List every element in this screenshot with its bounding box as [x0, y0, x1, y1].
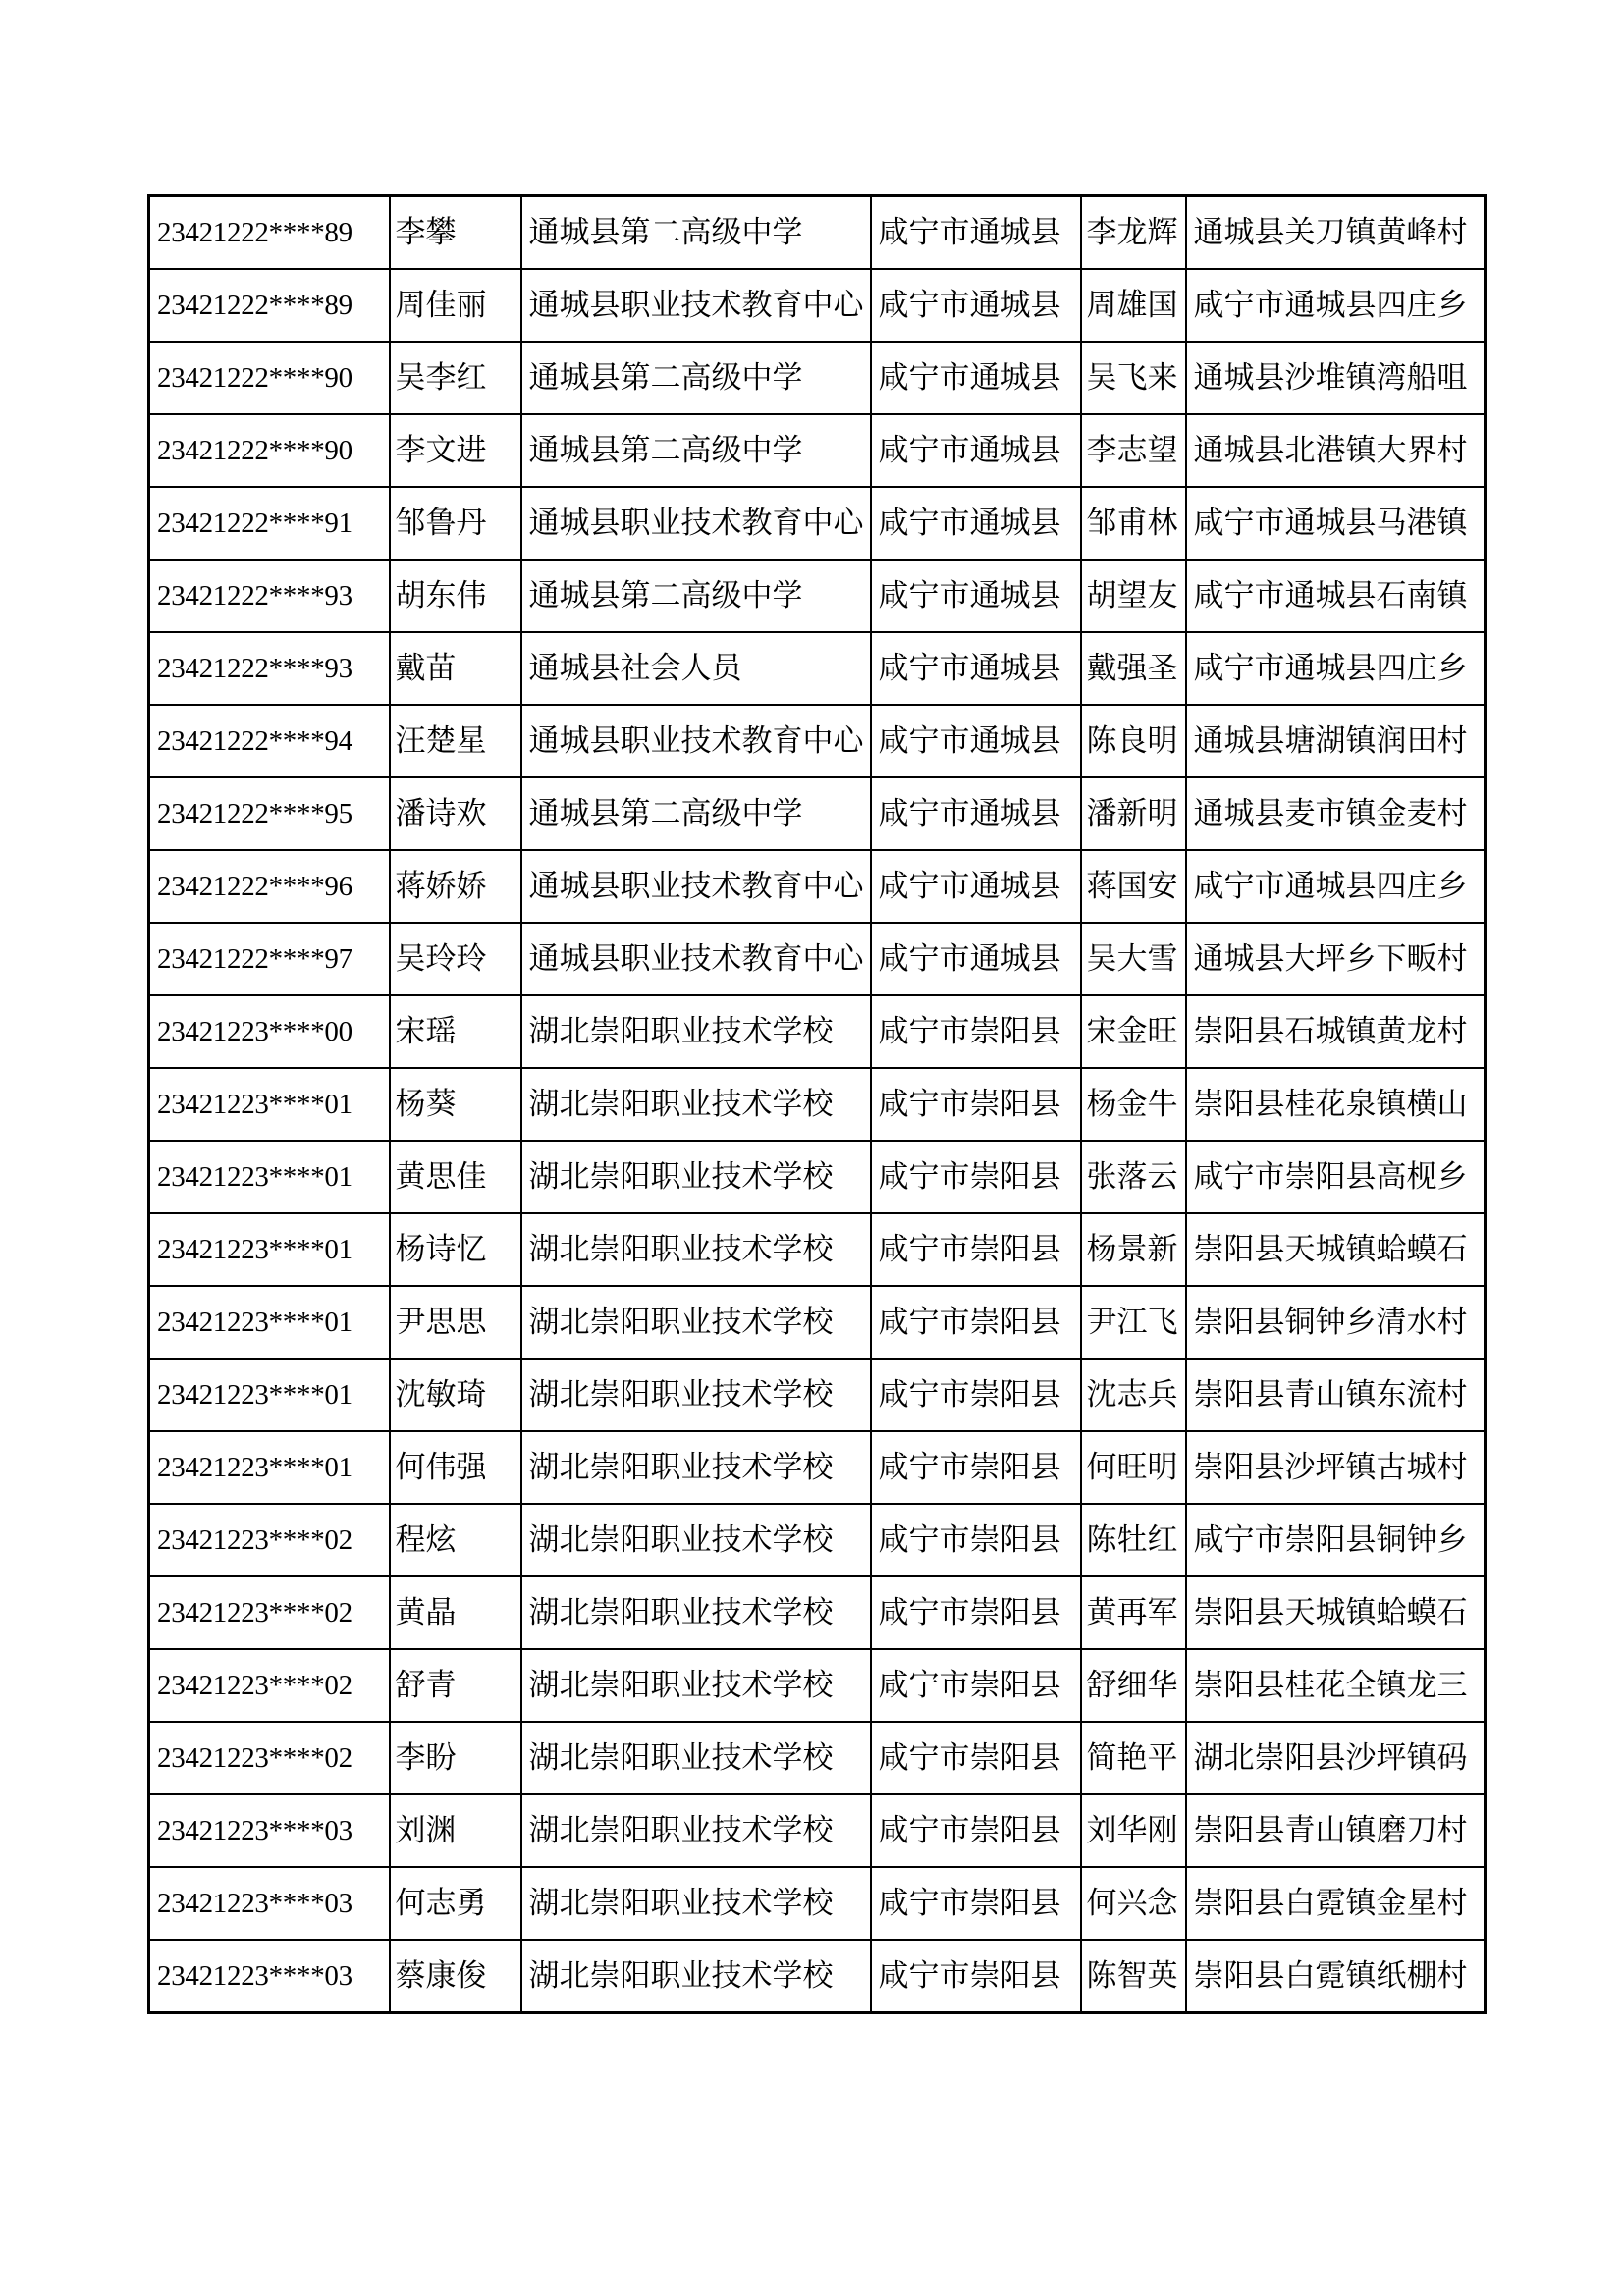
address-cell: 咸宁市崇阳县高枧乡	[1186, 1141, 1486, 1213]
guardian-name-cell: 戴强圣	[1081, 632, 1186, 705]
student-name-cell: 潘诗欢	[390, 777, 521, 850]
address-cell: 咸宁市通城县石南镇	[1186, 560, 1486, 632]
table-row	[149, 560, 1486, 632]
guardian-name-cell: 简艳平	[1081, 1722, 1186, 1794]
region-cell: 咸宁市崇阳县	[871, 995, 1081, 1068]
address-cell: 通城县塘湖镇润田村	[1186, 705, 1486, 777]
region-cell: 咸宁市通城县	[871, 196, 1081, 270]
table-row	[149, 923, 1486, 995]
table-row	[149, 414, 1486, 487]
school-cell: 湖北崇阳职业技术学校	[521, 1068, 871, 1141]
region-cell: 咸宁市崇阳县	[871, 1867, 1081, 1940]
guardian-name-cell: 何兴念	[1081, 1867, 1186, 1940]
table-row	[149, 1649, 1486, 1722]
student-name-cell: 吴李红	[390, 342, 521, 414]
school-cell: 通城县职业技术教育中心	[521, 923, 871, 995]
guardian-name-cell: 邹甫林	[1081, 487, 1186, 560]
table-row	[149, 1431, 1486, 1504]
address-cell: 咸宁市通城县四庄乡	[1186, 269, 1486, 342]
guardian-name-cell: 周雄国	[1081, 269, 1186, 342]
region-cell: 咸宁市通城县	[871, 632, 1081, 705]
student-name-cell: 戴苗	[390, 632, 521, 705]
student-name-cell: 蒋娇娇	[390, 850, 521, 923]
school-cell: 湖北崇阳职业技术学校	[521, 1722, 871, 1794]
school-cell: 湖北崇阳职业技术学校	[521, 1431, 871, 1504]
region-cell: 咸宁市崇阳县	[871, 1213, 1081, 1286]
address-cell: 通城县关刀镇黄峰村	[1186, 196, 1486, 270]
school-cell: 通城县职业技术教育中心	[521, 705, 871, 777]
guardian-name-cell: 李志望	[1081, 414, 1186, 487]
student-name-cell: 黄思佳	[390, 1141, 521, 1213]
address-cell: 崇阳县白霓镇纸棚村	[1186, 1940, 1486, 2013]
address-cell: 崇阳县沙坪镇古城村	[1186, 1431, 1486, 1504]
table-row	[149, 1722, 1486, 1794]
table-body	[149, 196, 1486, 2013]
guardian-name-cell: 陈牡红	[1081, 1504, 1186, 1576]
guardian-name-cell: 吴飞来	[1081, 342, 1186, 414]
region-cell: 咸宁市通城县	[871, 923, 1081, 995]
address-cell: 通城县沙堆镇湾船咀	[1186, 342, 1486, 414]
id-cell: 23421223****03	[149, 1867, 390, 1940]
student-name-cell: 杨葵	[390, 1068, 521, 1141]
table-row	[149, 632, 1486, 705]
table-row	[149, 1504, 1486, 1576]
id-cell: 23421223****03	[149, 1940, 390, 2013]
table-row	[149, 1867, 1486, 1940]
student-name-cell: 舒青	[390, 1649, 521, 1722]
address-cell: 咸宁市通城县四庄乡	[1186, 850, 1486, 923]
student-name-cell: 尹思思	[390, 1286, 521, 1359]
school-cell: 通城县第二高级中学	[521, 560, 871, 632]
region-cell: 咸宁市崇阳县	[871, 1431, 1081, 1504]
id-cell: 23421222****95	[149, 777, 390, 850]
student-name-cell: 邹鲁丹	[390, 487, 521, 560]
school-cell: 湖北崇阳职业技术学校	[521, 1286, 871, 1359]
school-cell: 湖北崇阳职业技术学校	[521, 1794, 871, 1867]
student-name-cell: 汪楚星	[390, 705, 521, 777]
region-cell: 咸宁市崇阳县	[871, 1068, 1081, 1141]
guardian-name-cell: 胡望友	[1081, 560, 1186, 632]
region-cell: 咸宁市崇阳县	[871, 1141, 1081, 1213]
id-cell: 23421222****89	[149, 196, 390, 270]
student-name-cell: 胡东伟	[390, 560, 521, 632]
student-name-cell: 宋瑶	[390, 995, 521, 1068]
id-cell: 23421223****01	[149, 1359, 390, 1431]
address-cell: 崇阳县桂花泉镇横山	[1186, 1068, 1486, 1141]
guardian-name-cell: 张落云	[1081, 1141, 1186, 1213]
id-cell: 23421222****91	[149, 487, 390, 560]
region-cell: 咸宁市通城县	[871, 414, 1081, 487]
address-cell: 通城县北港镇大界村	[1186, 414, 1486, 487]
school-cell: 湖北崇阳职业技术学校	[521, 1359, 871, 1431]
school-cell: 通城县第二高级中学	[521, 777, 871, 850]
school-cell: 通城县第二高级中学	[521, 196, 871, 270]
id-cell: 23421222****97	[149, 923, 390, 995]
region-cell: 咸宁市崇阳县	[871, 1722, 1081, 1794]
table-row	[149, 342, 1486, 414]
student-name-cell: 周佳丽	[390, 269, 521, 342]
id-cell: 23421223****02	[149, 1504, 390, 1576]
address-cell: 崇阳县青山镇磨刀村	[1186, 1794, 1486, 1867]
table-row	[149, 1286, 1486, 1359]
region-cell: 咸宁市通城县	[871, 850, 1081, 923]
address-cell: 崇阳县天城镇蛤蟆石	[1186, 1213, 1486, 1286]
table-row	[149, 705, 1486, 777]
address-cell: 崇阳县青山镇东流村	[1186, 1359, 1486, 1431]
address-cell: 崇阳县铜钟乡清水村	[1186, 1286, 1486, 1359]
region-cell: 咸宁市崇阳县	[871, 1794, 1081, 1867]
guardian-name-cell: 舒细华	[1081, 1649, 1186, 1722]
region-cell: 咸宁市崇阳县	[871, 1286, 1081, 1359]
region-cell: 咸宁市崇阳县	[871, 1504, 1081, 1576]
address-cell: 通城县麦市镇金麦村	[1186, 777, 1486, 850]
address-cell: 通城县大坪乡下畈村	[1186, 923, 1486, 995]
table-row	[149, 995, 1486, 1068]
address-cell: 咸宁市崇阳县铜钟乡	[1186, 1504, 1486, 1576]
school-cell: 湖北崇阳职业技术学校	[521, 1213, 871, 1286]
school-cell: 湖北崇阳职业技术学校	[521, 1649, 871, 1722]
id-cell: 23421222****89	[149, 269, 390, 342]
guardian-name-cell: 陈良明	[1081, 705, 1186, 777]
id-cell: 23421223****00	[149, 995, 390, 1068]
student-name-cell: 程炫	[390, 1504, 521, 1576]
table-row	[149, 1359, 1486, 1431]
guardian-name-cell: 宋金旺	[1081, 995, 1186, 1068]
id-cell: 23421222****90	[149, 414, 390, 487]
id-cell: 23421223****01	[149, 1068, 390, 1141]
id-cell: 23421222****93	[149, 560, 390, 632]
student-name-cell: 沈敏琦	[390, 1359, 521, 1431]
school-cell: 通城县职业技术教育中心	[521, 487, 871, 560]
table-row	[149, 1213, 1486, 1286]
guardian-name-cell: 潘新明	[1081, 777, 1186, 850]
guardian-name-cell: 尹江飞	[1081, 1286, 1186, 1359]
student-name-cell: 李文进	[390, 414, 521, 487]
guardian-name-cell: 陈智英	[1081, 1940, 1186, 2013]
student-name-cell: 蔡康俊	[390, 1940, 521, 2013]
region-cell: 咸宁市通城县	[871, 342, 1081, 414]
region-cell: 咸宁市通城县	[871, 487, 1081, 560]
school-cell: 湖北崇阳职业技术学校	[521, 1867, 871, 1940]
table-row	[149, 850, 1486, 923]
address-cell: 崇阳县桂花全镇龙三	[1186, 1649, 1486, 1722]
id-cell: 23421223****01	[149, 1213, 390, 1286]
id-cell: 23421223****02	[149, 1576, 390, 1649]
address-cell: 崇阳县白霓镇金星村	[1186, 1867, 1486, 1940]
student-name-cell: 黄晶	[390, 1576, 521, 1649]
student-name-cell: 李盼	[390, 1722, 521, 1794]
address-cell: 崇阳县石城镇黄龙村	[1186, 995, 1486, 1068]
student-name-cell: 吴玲玲	[390, 923, 521, 995]
table-row	[149, 1940, 1486, 2013]
student-name-cell: 何志勇	[390, 1867, 521, 1940]
region-cell: 咸宁市通城县	[871, 705, 1081, 777]
student-name-cell: 刘渊	[390, 1794, 521, 1867]
table-row	[149, 269, 1486, 342]
region-cell: 咸宁市崇阳县	[871, 1359, 1081, 1431]
id-cell: 23421223****02	[149, 1649, 390, 1722]
student-roster-table	[147, 194, 1487, 2014]
guardian-name-cell: 杨金牛	[1081, 1068, 1186, 1141]
id-cell: 23421223****01	[149, 1141, 390, 1213]
table-row	[149, 196, 1486, 270]
region-cell: 咸宁市崇阳县	[871, 1649, 1081, 1722]
id-cell: 23421222****96	[149, 850, 390, 923]
region-cell: 咸宁市崇阳县	[871, 1940, 1081, 2013]
region-cell: 咸宁市通城县	[871, 560, 1081, 632]
school-cell: 通城县社会人员	[521, 632, 871, 705]
region-cell: 咸宁市崇阳县	[871, 1576, 1081, 1649]
guardian-name-cell: 吴大雪	[1081, 923, 1186, 995]
school-cell: 湖北崇阳职业技术学校	[521, 1940, 871, 2013]
school-cell: 通城县职业技术教育中心	[521, 850, 871, 923]
id-cell: 23421222****94	[149, 705, 390, 777]
school-cell: 湖北崇阳职业技术学校	[521, 1576, 871, 1649]
school-cell: 湖北崇阳职业技术学校	[521, 1141, 871, 1213]
table-row	[149, 487, 1486, 560]
guardian-name-cell: 沈志兵	[1081, 1359, 1186, 1431]
guardian-name-cell: 何旺明	[1081, 1431, 1186, 1504]
school-cell: 通城县第二高级中学	[521, 342, 871, 414]
table-row	[149, 1141, 1486, 1213]
school-cell: 通城县职业技术教育中心	[521, 269, 871, 342]
id-cell: 23421223****02	[149, 1722, 390, 1794]
region-cell: 咸宁市通城县	[871, 269, 1081, 342]
table-row	[149, 777, 1486, 850]
guardian-name-cell: 蒋国安	[1081, 850, 1186, 923]
address-cell: 咸宁市通城县四庄乡	[1186, 632, 1486, 705]
guardian-name-cell: 杨景新	[1081, 1213, 1186, 1286]
school-cell: 湖北崇阳职业技术学校	[521, 995, 871, 1068]
id-cell: 23421222****90	[149, 342, 390, 414]
id-cell: 23421223****01	[149, 1286, 390, 1359]
address-cell: 崇阳县天城镇蛤蟆石	[1186, 1576, 1486, 1649]
student-name-cell: 杨诗忆	[390, 1213, 521, 1286]
table-row	[149, 1576, 1486, 1649]
id-cell: 23421222****93	[149, 632, 390, 705]
student-name-cell: 何伟强	[390, 1431, 521, 1504]
guardian-name-cell: 黄再军	[1081, 1576, 1186, 1649]
school-cell: 湖北崇阳职业技术学校	[521, 1504, 871, 1576]
student-name-cell: 李攀	[390, 196, 521, 270]
address-cell: 湖北崇阳县沙坪镇码	[1186, 1722, 1486, 1794]
id-cell: 23421223****03	[149, 1794, 390, 1867]
guardian-name-cell: 刘华刚	[1081, 1794, 1186, 1867]
table-row	[149, 1794, 1486, 1867]
table-row	[149, 1068, 1486, 1141]
address-cell: 咸宁市通城县马港镇	[1186, 487, 1486, 560]
id-cell: 23421223****01	[149, 1431, 390, 1504]
guardian-name-cell: 李龙辉	[1081, 196, 1186, 270]
region-cell: 咸宁市通城县	[871, 777, 1081, 850]
school-cell: 通城县第二高级中学	[521, 414, 871, 487]
